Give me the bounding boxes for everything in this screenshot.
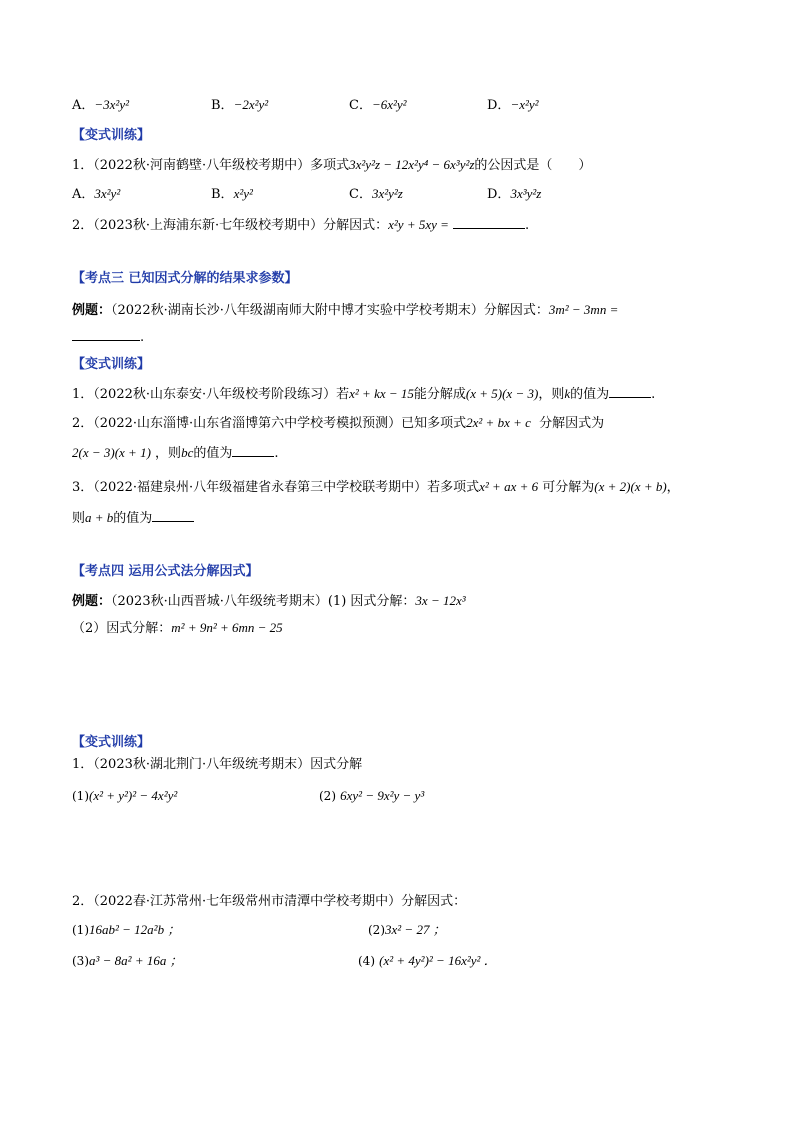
s3-question-3-line2: 则a + b的值为 — [72, 509, 194, 528]
answer-blank[interactable] — [72, 328, 140, 341]
answer-blank[interactable] — [453, 216, 525, 229]
variant-training-heading: 【变式训练】 — [72, 357, 151, 372]
s3-question-2-line2: 2(x − 3)(x + 1) ，则bc的值为 . — [72, 445, 279, 461]
s4-example: 例题：（2023秋·山西晋城·八年级统考期末）(1) 因式分解：3x − 12x³ — [72, 593, 466, 609]
s1-question-2: 2．（2023秋·上海浦东新·七年级校考期中）分解因式：x²y + 5xy = . — [72, 217, 530, 233]
option-b: B．−2x²y² — [211, 97, 269, 113]
s3-question-1: 1．（2022秋·山东泰安·八年级校考阶段练习）若x² + kx − 15能分解成(x + 5)(x − 3)，则k的值为 . — [72, 386, 656, 402]
s3-example: 例题：（2022秋·湖南长沙·八年级湖南师大附中博才实验中学校考期末）分解因式：3m² − 3mn = — [72, 302, 619, 318]
s1-q1-option-b: B．x²y² — [211, 186, 253, 202]
s4-q2-part-4: (4) (x² + 4y²)² − 16x²y² ． — [358, 953, 497, 968]
section-3-heading: 【考点三 已知因式分解的结果求参数】 — [72, 271, 298, 286]
s4-q2-part-1: (1)16ab² − 12a²b ； — [72, 922, 181, 937]
s4-question-2: 2．（2022春·江苏常州·七年级常州市清潭中学校考期中）分解因式： — [72, 894, 467, 909]
option-a: A．−3x²y² — [72, 97, 129, 113]
s4-q1-part-1: (1)(x² + y²)² − 4x²y² — [72, 788, 178, 803]
variant-training-heading: 【变式训练】 — [72, 128, 151, 143]
s3-example-answer-line: . — [72, 328, 144, 347]
section-4-heading: 【考点四 运用公式法分解因式】 — [72, 564, 259, 579]
s1-q1-option-c: C．3x²y²z — [349, 186, 403, 202]
s1-q1-option-d: D．3x³y²z — [487, 186, 542, 202]
s4-example-line2: （2）因式分解：m² + 9n² + 6mn − 25 — [72, 620, 283, 636]
answer-blank[interactable] — [232, 444, 274, 457]
variant-training-heading: 【变式训练】 — [72, 735, 151, 750]
s4-q2-part-3: (3)a³ − 8a² + 16a ； — [72, 953, 183, 968]
option-d: D．−x²y² — [487, 97, 539, 113]
s3-question-3: 3．（2022·福建泉州·八年级福建省永春第三中学校联考期中）若多项式x² + ax + 6 可分解为(x + 2)(x + b)， — [72, 479, 680, 495]
s4-question-1: 1．（2023秋·湖北荆门·八年级统考期末）因式分解 — [72, 757, 363, 772]
answer-blank[interactable] — [609, 385, 651, 398]
option-c: C．−6x²y² — [349, 97, 407, 113]
answer-blank[interactable] — [152, 509, 194, 522]
s1-q1-option-a: A．3x²y² — [72, 186, 121, 202]
s4-q2-part-2: (2)3x² − 27 ； — [368, 922, 446, 937]
s1-question-1: 1．（2022秋·河南鹤壁·八年级校考期中）多项式3x²y²z − 12x²y⁴ − 6x³y²z的公因式是（ ） — [72, 157, 592, 173]
s4-q1-part-2: (2) 6xy² − 9x²y − y³ — [319, 788, 425, 803]
s3-question-2: 2．（2022·山东淄博·山东省淄博第六中学校考模拟预测）已知多项式2x² + bx + c 分解因式为 — [72, 415, 605, 431]
